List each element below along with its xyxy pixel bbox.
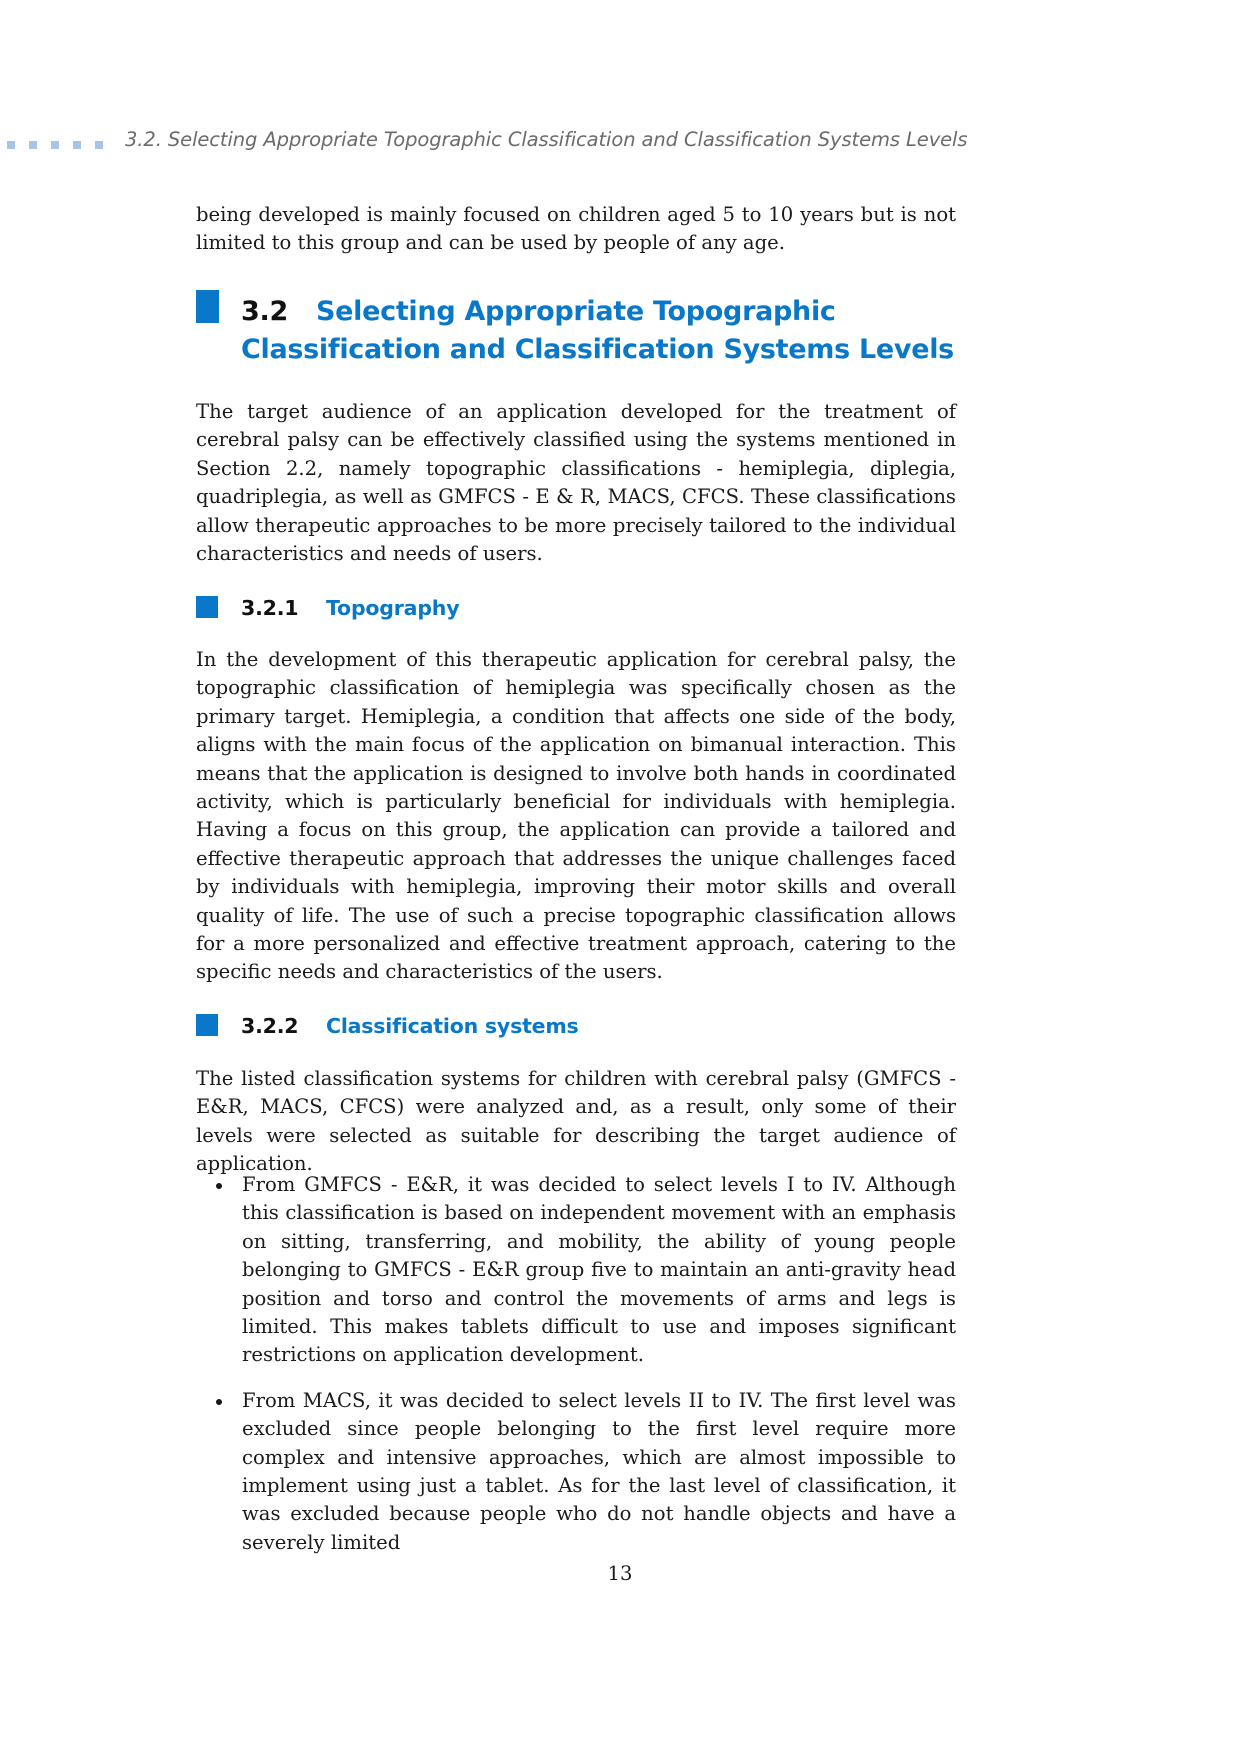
running-header-title: 3.2. Selecting Appropriate Topographic Classification and Classification Systems Levels <box>125 128 968 151</box>
topography-paragraph: In the development of this therapeutic application for cerebral palsy, the topographic classification of hemiplegia was specifically chosen as the primary target. Hemiplegia, a condition that affects one side of the body, aligns with the main focus of the application on bimanual interaction. This means that the application is designed to involve both hands in coordinated activity, which is particularly beneficial for individuals with hemiplegia. Having a focus on this group, the application can provide a tailored and effective therapeutic approach that addresses the unique challenges faced by individuals with hemiplegia, improving their motor skills and overall quality of life. The use of such a precise topographic classification allows for a more personalized and effective treatment approach, catering to the specific needs and characteristics of the users. <box>196 648 956 984</box>
classification-paragraph: The listed classification systems for children with cerebral palsy (GMFCS - E&R, MACS, CFCS) were analyzed and, as a result, only some of their levels were selected as suitable for describing the target audience of application. <box>196 1067 956 1176</box>
section-title-line1: Selecting Appropriate Topographic <box>316 296 836 327</box>
header-square-icon <box>29 141 37 149</box>
intro-paragraph: being developed is mainly focused on children aged 5 to 10 years but is not limited to this group and can be used by people of any age. <box>196 203 956 255</box>
header-square-icon <box>73 141 81 149</box>
classification-bullet-list <box>196 1171 956 1574</box>
subsection-square-icon <box>196 596 218 618</box>
subsection-title: Topography <box>326 596 460 620</box>
section-paragraph: The target audience of an application developed for the treatment of cerebral palsy can be effectively classified using the systems mentioned in Section 2.2, namely topographic classifications - hemiplegia, diplegia, quadriplegia, as well as GMFCS - E & R, MACS, CFCS. These classifications allow therapeutic approaches to be more precisely tailored to the individual characteristics and needs of users. <box>196 400 956 566</box>
list-item <box>196 1387 956 1557</box>
running-header <box>0 128 1240 158</box>
page-number: 13 <box>607 1562 633 1585</box>
subsection-number: 3.2.2 <box>241 1014 299 1038</box>
list-item-text: From MACS, it was decided to select levels II to IV. The first level was excluded since people belonging to the first level require more complex and intensive approaches, which are almost impossible to implement using just a tablet. As for the last level of classification, it was excluded because people who do not handle objects and have a severely limited <box>242 1388 956 1554</box>
bullet-icon <box>216 1183 222 1189</box>
header-square-icon <box>7 141 15 149</box>
section-square-icon <box>196 290 219 323</box>
section-title-line2: Classification and Classification Systems Levels <box>241 334 954 365</box>
bullet-icon <box>216 1399 222 1405</box>
subsection-number: 3.2.1 <box>241 596 299 620</box>
list-item <box>196 1171 956 1370</box>
header-square-icon <box>95 141 103 149</box>
section-number: 3.2 <box>241 296 288 327</box>
header-square-icon <box>51 141 59 149</box>
list-item-text: From GMFCS - E&R, it was decided to select levels I to IV. Although this classification is based on independent movement with an emphasis on sitting, transferring, and mobility, the ability of young people belonging to GMFCS - E&R group five to maintain an anti-gravity head position and torso and control the movements of arms and legs is limited. This makes tablets difficult to use and imposes significant restrictions on application development. <box>242 1173 956 1367</box>
subsection-title: Classification systems <box>326 1014 579 1038</box>
subsection-square-icon <box>196 1014 218 1036</box>
